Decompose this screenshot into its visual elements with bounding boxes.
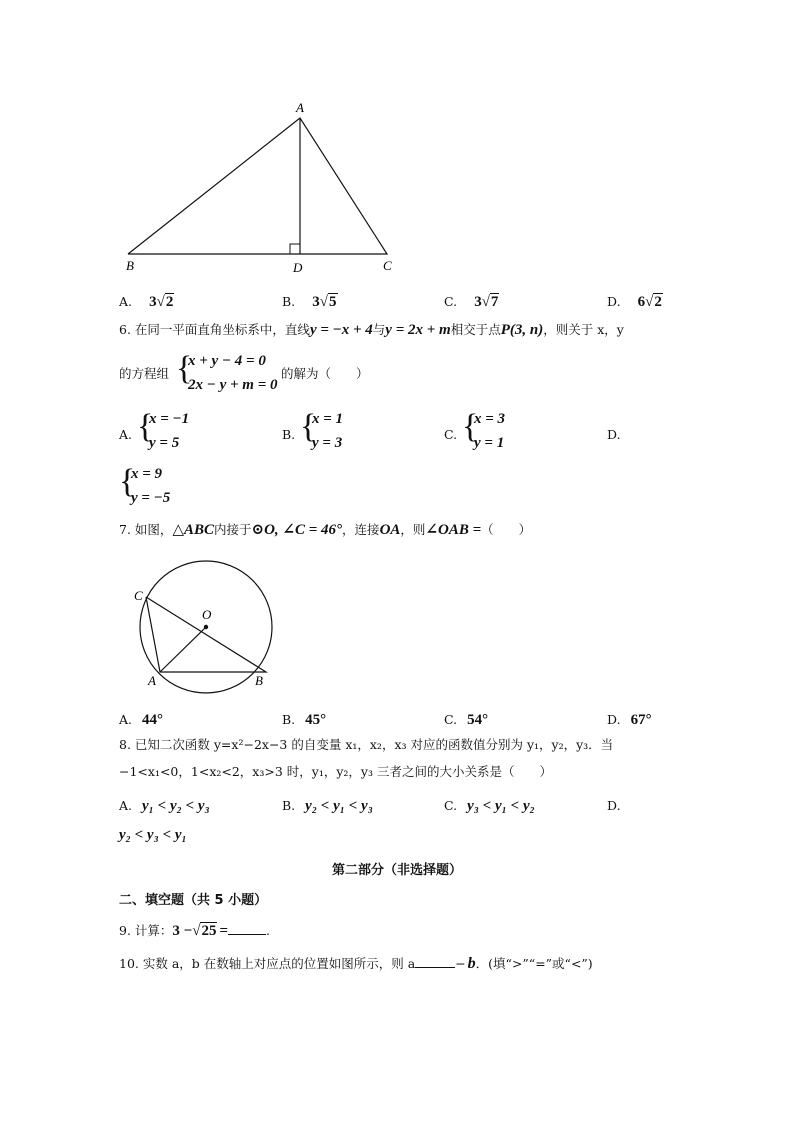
q9: 9. 计算：3 −√25 = . — [119, 923, 270, 939]
q7-option-b[interactable]: B. 45° — [282, 712, 327, 728]
section2-title: 二、填空题（共 5 小题） — [119, 893, 268, 908]
q5-option-c[interactable]: C. 3√7 — [444, 294, 499, 310]
q7-option-d[interactable]: D. 67° — [607, 712, 652, 728]
q7-option-a[interactable]: A. 44° — [119, 712, 164, 728]
q6-option-d-system: { x = 9 y = −5 — [119, 463, 171, 506]
q10-answer-blank[interactable] — [415, 955, 455, 968]
segment-oa — [160, 627, 206, 672]
q7-option-c[interactable]: C. 54° — [444, 712, 489, 728]
vertex-label-d: D — [293, 260, 303, 275]
q6-option-b[interactable]: B. { x = 1 y = 3 — [282, 408, 344, 451]
center-point-o — [204, 625, 208, 629]
q8-stem-line1: 8. 已知二次函数 y=x²−2x−3 的自变量 x₁，x₂，x₃ 对应的函数值分别为 y₁，y₂，y₃．当 — [119, 737, 614, 752]
label-c: C — [134, 588, 143, 603]
vertex-label-a: A — [296, 100, 304, 115]
q5-option-a[interactable]: A. 3√2 — [119, 294, 174, 310]
q6-stem-end: 的解为（ ） — [281, 366, 369, 381]
q8-option-b[interactable]: B. y₂ < y₁ < y₃ — [282, 798, 373, 814]
q5-option-b[interactable]: B. 3√5 — [282, 294, 337, 310]
q8-option-d[interactable]: D. — [607, 798, 621, 813]
vertex-label-c: C — [383, 258, 392, 273]
q8-option-a[interactable]: A. y₁ < y₂ < y₃ — [119, 798, 210, 814]
label-o: O — [202, 607, 212, 622]
q9-answer-blank[interactable] — [228, 922, 266, 935]
q6-option-c[interactable]: C. { x = 3 y = 1 — [444, 408, 506, 451]
q8-option-d-value: y₂ < y₃ < y₁ — [119, 827, 187, 843]
label-a: A — [148, 673, 156, 688]
q6-option-a[interactable]: A. { x = −1 y = 5 — [119, 408, 190, 451]
triangle-figure — [0, 0, 794, 290]
right-angle-mark — [290, 244, 300, 254]
q5-option-d[interactable]: D. 6√2 — [607, 294, 662, 310]
q6-option-d[interactable]: D. — [607, 427, 621, 442]
q6-stem-line2: 的方程组 — [119, 366, 170, 381]
q7-stem: 7. 如图，△ABC内接于⊙O, ∠C = 46°，连接OA，则∠OAB =（ ） — [119, 522, 532, 538]
part2-title: 第二部分（非选择题） — [331, 863, 462, 878]
label-b: B — [255, 673, 263, 688]
q10: 10. 实数 a，b 在数轴上对应点的位置如图所示，则 a − b．(填“>”“=”或“<”) — [119, 955, 593, 972]
circle-figure — [0, 560, 794, 700]
q8-option-c[interactable]: C. y₃ < y₁ < y₂ — [444, 798, 535, 814]
q6-stem-line1: 6. 在同一平面直角坐标系中，直线y = −x + 4与y = 2x + m相交于点P(3, n)，则关于 x，y — [119, 322, 624, 338]
triangle-abc — [128, 118, 387, 254]
vertex-label-b: B — [126, 258, 134, 273]
q8-stem-line2: −1<x₁<0，1<x₂<2，x₃>3 时，y₁，y₂，y₃ 三者之间的大小关系是（ ） — [119, 764, 552, 779]
